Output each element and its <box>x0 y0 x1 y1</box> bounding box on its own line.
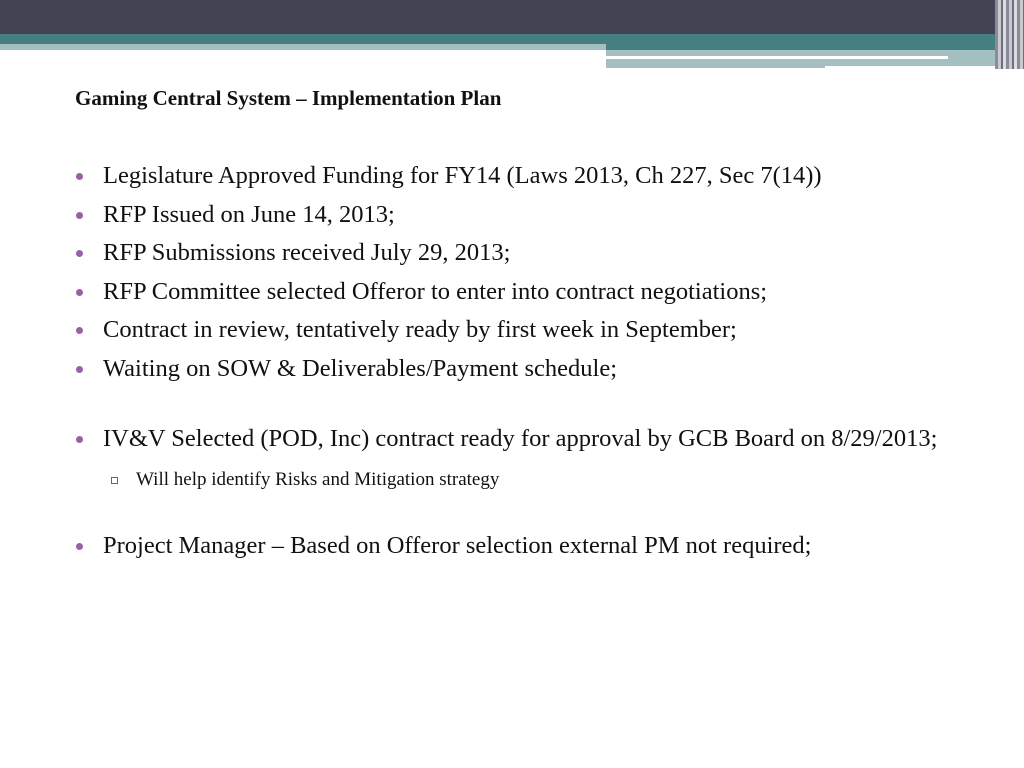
bullet-icon <box>76 436 83 443</box>
bullet-text: RFP Committee selected Offeror to enter into contract negotiations; <box>103 277 768 305</box>
list-item <box>72 311 972 350</box>
list-item <box>72 527 972 566</box>
bullet-icon <box>76 366 83 373</box>
bullet-icon <box>76 212 83 219</box>
sub-list-item <box>72 465 972 495</box>
bullet-text: Contract in review, tentatively ready by first week in September; <box>103 316 737 343</box>
list-item <box>72 157 972 196</box>
bullet-text: IV&V Selected (POD, Inc) contract ready for approval by GCB Board on 8/29/2013; <box>103 425 938 452</box>
bullet-text: RFP Submissions received July 29, 2013; <box>103 239 511 266</box>
bullet-icon <box>76 327 83 334</box>
list-item <box>72 350 972 389</box>
list-item <box>72 196 972 235</box>
bullet-list <box>72 157 972 565</box>
bullet-icon <box>76 173 83 180</box>
list-item <box>72 420 953 459</box>
bullet-text: Waiting on SOW & Deliverables/Payment schedule; <box>103 354 618 382</box>
bullet-icon <box>76 289 83 296</box>
bullet-text: Legislature Approved Funding for FY14 (Laws 2013, Ch 227, Sec 7(14)) <box>103 162 822 189</box>
bullet-icon <box>76 250 83 257</box>
slide-title: Gaming Central System – Implementation Plan <box>75 86 502 110</box>
list-item <box>72 273 972 312</box>
square-bullet-icon <box>111 477 118 484</box>
list-item <box>72 234 972 273</box>
bullet-text: Project Manager – Based on Offeror selection external PM not required; <box>103 531 812 559</box>
sub-bullet-text: Will help identify Risks and Mitigation strategy <box>136 468 500 490</box>
bullet-icon <box>76 543 83 550</box>
bullet-text: RFP Issued on June 14, 2013; <box>103 200 395 228</box>
